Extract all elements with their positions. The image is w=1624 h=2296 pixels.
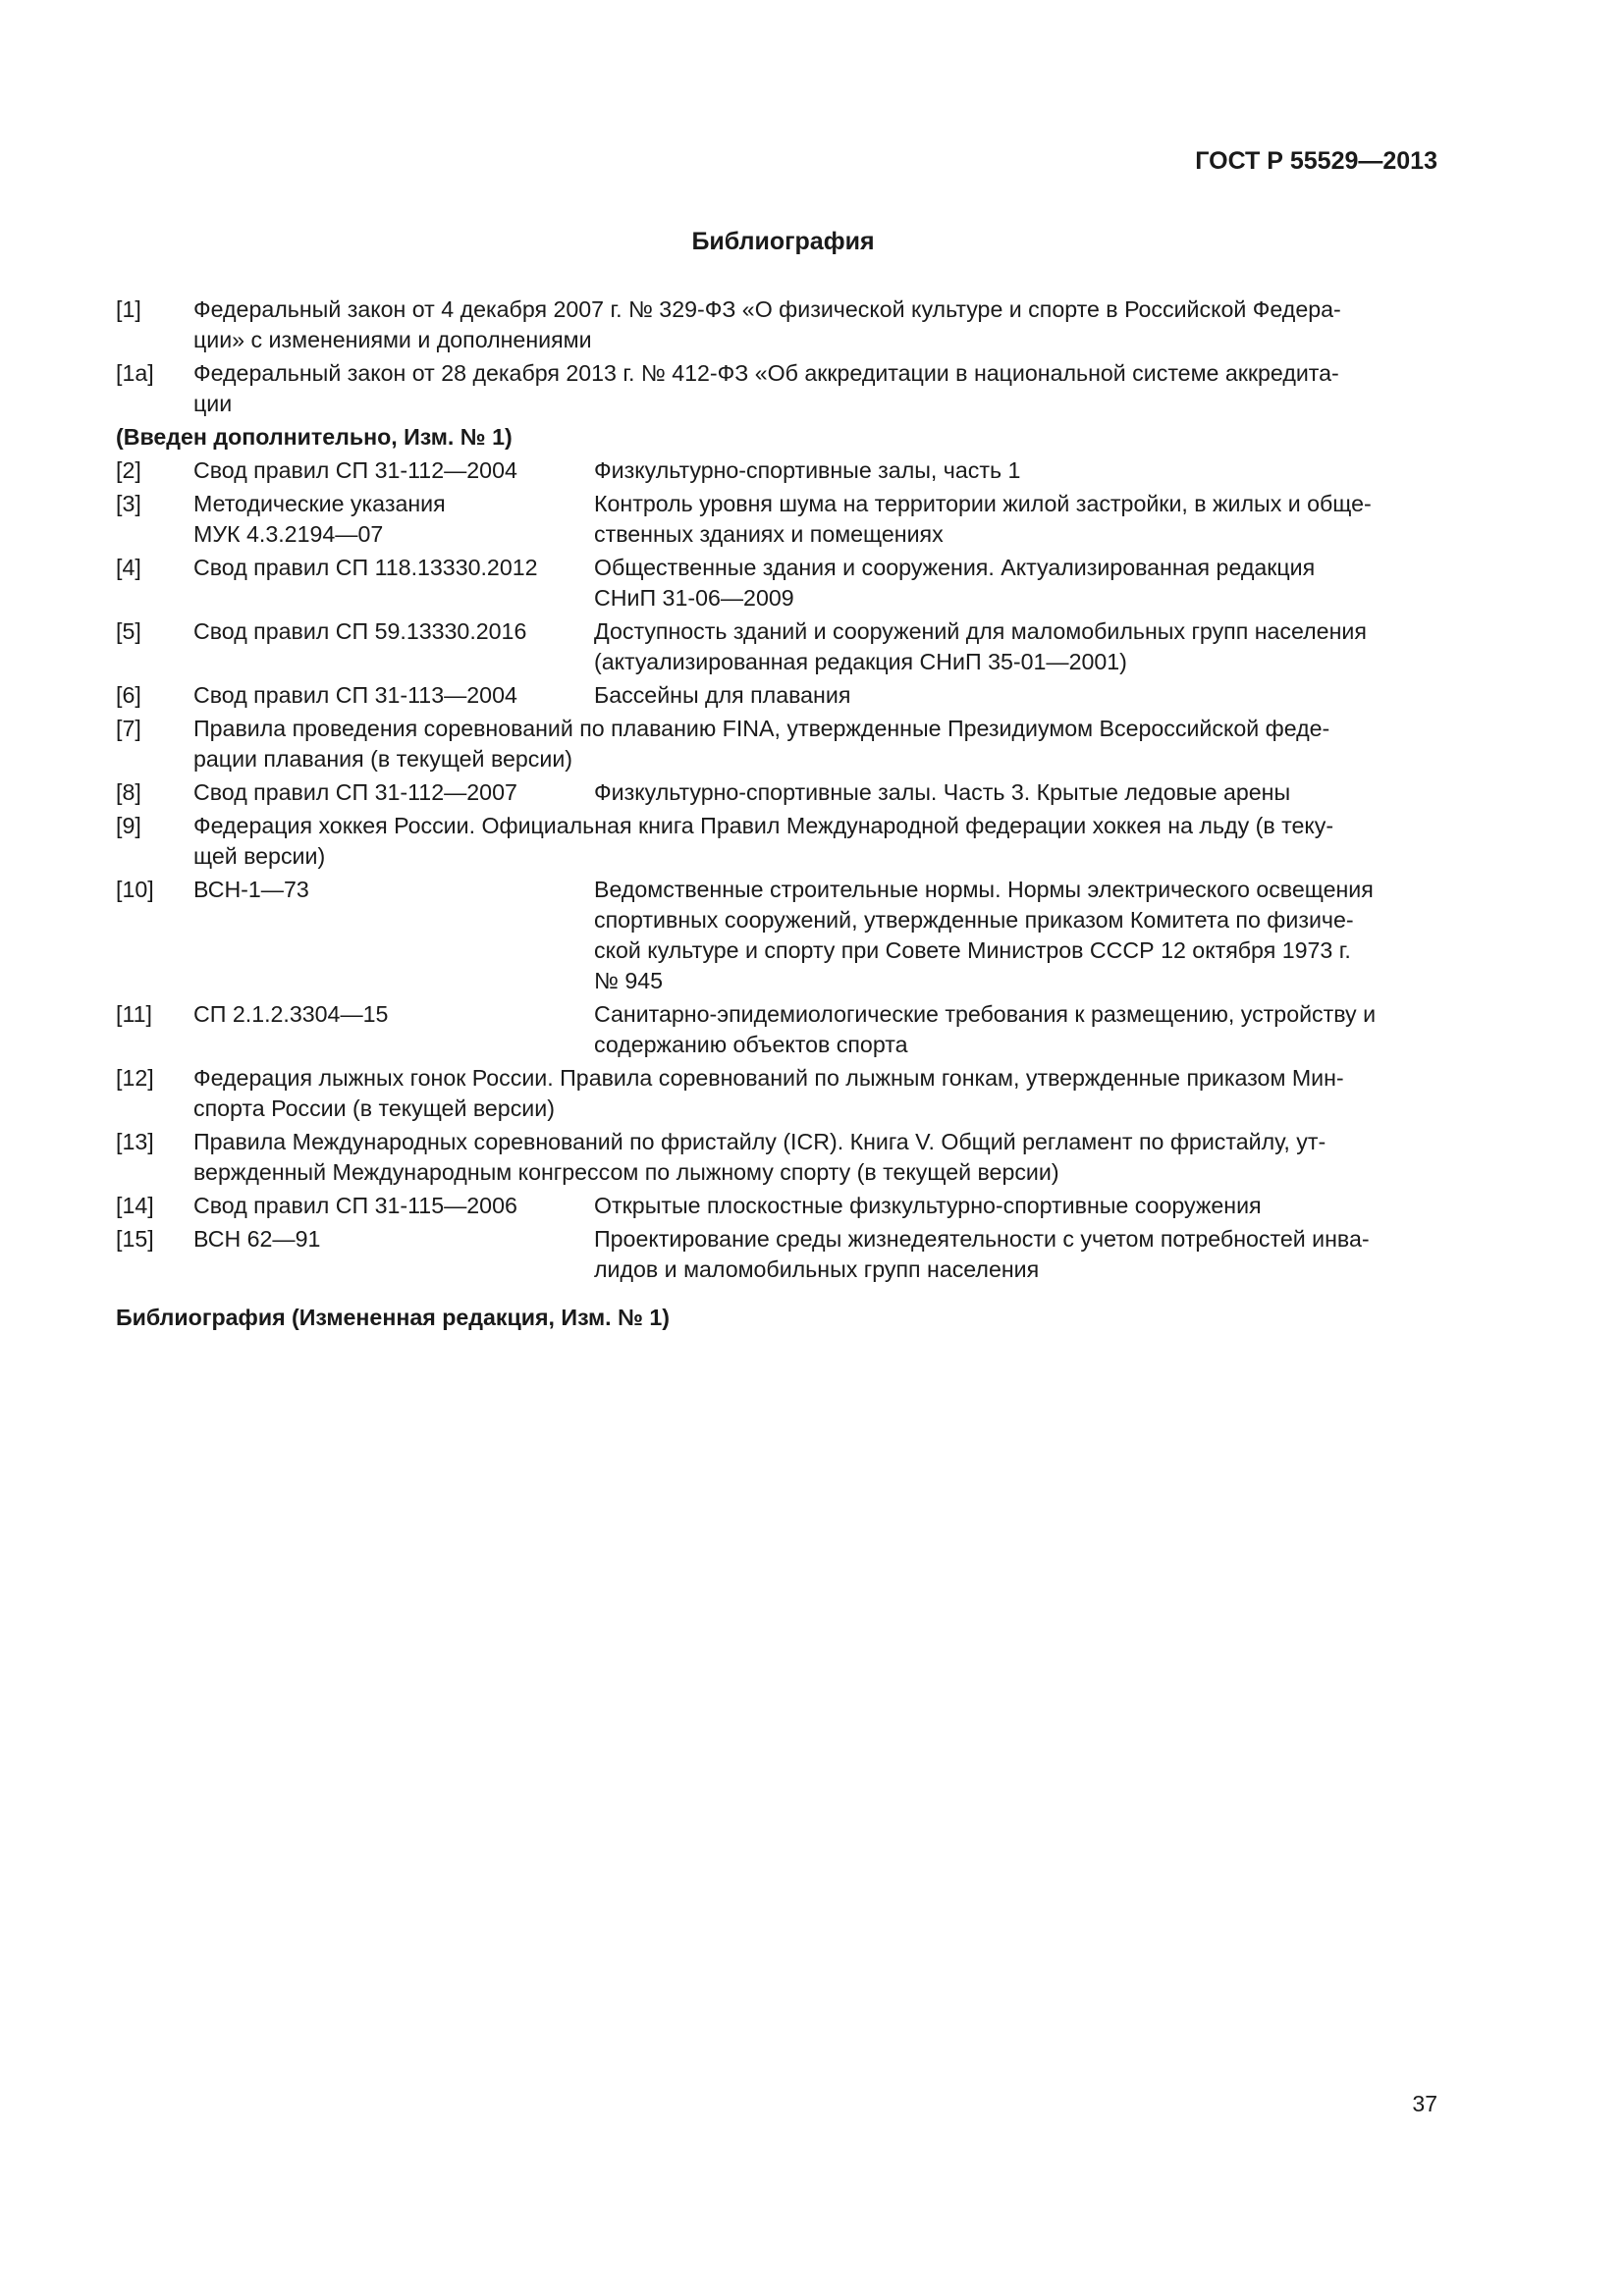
entry-line: ственных зданиях и помещениях [594,521,944,547]
entry-line: Контроль уровня шума на территории жилой застройки, в жилых и обще- [594,491,1372,516]
entry-description [594,1224,1437,1285]
page-number: 37 [1412,2091,1437,2116]
entry-line: Правила проведения соревнований по плаванию FINA, утвержденные Президиумом Всероссийской феде- [193,716,1330,741]
entry-number: [8] [116,779,141,805]
entry-line: № 945 [594,968,664,993]
entry-line: щей версии) [193,843,326,869]
entry-code-line: Свод правил СП 59.13330.2016 [193,618,527,644]
entry-line: Физкультурно-спортивные залы. Часть 3. Крытые ледовые арены [594,779,1291,805]
entry-code-line: ВСН-1—73 [193,877,309,902]
entry-number: [2] [116,457,141,483]
bibliography-entry [116,1127,1437,1188]
entry-description [594,875,1437,996]
entry-line: Доступность зданий и сооружений для маломобильных групп населения [594,618,1367,644]
entry-line: Открытые плоскостные физкультурно-спортивные сооружения [594,1193,1262,1218]
amendment-note-changed: Библиография (Измененная редакция, Изм. № 1) [116,1305,670,1330]
entry-code [193,999,594,1060]
entry-code-line: ВСН 62—91 [193,1226,321,1252]
entry-line: рации плавания (в текущей версии) [193,746,573,772]
entry-number: [13] [116,1129,154,1154]
bibliography-list [116,294,1437,1333]
entry-number: [4] [116,555,141,580]
entry-description [594,1191,1437,1221]
entry-text [193,1063,1437,1124]
entry-number: [6] [116,682,141,708]
entry-code-line: Свод правил СП 31-112—2007 [193,779,517,805]
entry-number: [12] [116,1065,154,1091]
entry-line: спортивных сооружений, утвержденные приказом Комитета по физиче- [594,907,1354,933]
entry-code [193,489,594,550]
bibliography-entry [116,489,1437,550]
bibliography-entry [116,811,1437,872]
entry-line: Федеральный закон от 28 декабря 2013 г. № 412-ФЗ «Об аккредитации в национальной системе аккредита- [193,360,1339,386]
entry-line: Проектирование среды жизнедеятельности с учетом потребностей инва- [594,1226,1370,1252]
entry-number: [1а] [116,360,154,386]
entry-number: [7] [116,716,141,741]
entry-line: СНиП 31-06—2009 [594,585,794,611]
entry-code-line: Свод правил СП 31-113—2004 [193,682,517,708]
bibliography-entry [116,714,1437,774]
entry-line: ции [193,391,233,416]
entry-code [193,553,594,614]
bibliography-entry [116,777,1437,808]
entry-code [193,777,594,808]
entry-line: Физкультурно-спортивные залы, часть 1 [594,457,1021,483]
page-title: Библиография [691,228,875,255]
entry-number: [11] [116,1001,152,1027]
entry-code [193,875,594,996]
entry-code-line: Методические указания [193,491,446,516]
entry-line: лидов и маломобильных групп населения [594,1256,1040,1282]
entry-line: Федерация лыжных гонок России. Правила соревнований по лыжным гонкам, утвержденные приказом Мин- [193,1065,1344,1091]
entry-line: Ведомственные строительные нормы. Нормы электрического освещения [594,877,1374,902]
entry-number: [9] [116,813,141,838]
entry-number: [1] [116,296,141,322]
entry-code [193,1191,594,1221]
entry-text [193,811,1437,872]
entry-number: [10] [116,877,154,902]
entry-text [193,358,1437,419]
entry-code-line: Свод правил СП 118.13330.2012 [193,555,538,580]
entry-line: Правила Международных соревнований по фристайлу (ICR). Книга V. Общий регламент по фристайлу, ут- [193,1129,1326,1154]
entry-description [594,999,1437,1060]
amendment-note: (Введен дополнительно, Изм. № 1) [116,424,513,450]
bibliography-entry [116,1191,1437,1221]
entry-line: Санитарно-эпидемиологические требования к размещению, устройству и [594,1001,1377,1027]
entry-description [594,680,1437,711]
entry-line: ции» с изменениями и дополнениями [193,327,592,352]
entry-code [193,616,594,677]
entry-line: Общественные здания и сооружения. Актуализированная редакция [594,555,1316,580]
entry-code [193,1224,594,1285]
entry-code-line: Свод правил СП 31-112—2004 [193,457,517,483]
bibliography-entry [116,999,1437,1060]
entry-line: вержденный Международным конгрессом по лыжному спорту (в текущей версии) [193,1159,1059,1185]
entry-text [193,1127,1437,1188]
bibliography-entry [116,1063,1437,1124]
entry-description [594,489,1437,550]
entry-line: Федерация хоккея России. Официальная книга Правил Международной федерации хоккея на льду (в теку- [193,813,1334,838]
entry-number: [5] [116,618,141,644]
document-code: ГОСТ Р 55529—2013 [1195,147,1437,175]
bibliography-entry [116,358,1437,419]
bibliography-entry [116,875,1437,996]
entry-code [193,680,594,711]
bibliography-entry [116,680,1437,711]
bibliography-entry [116,553,1437,614]
entry-description [594,777,1437,808]
entry-number: [15] [116,1226,154,1252]
entry-code-line: Свод правил СП 31-115—2006 [193,1193,517,1218]
entry-description [594,616,1437,677]
entry-line: ской культуре и спорту при Совете Министров СССР 12 октября 1973 г. [594,937,1351,963]
entry-code [193,455,594,486]
entry-description [594,553,1437,614]
entry-line: содержанию объектов спорта [594,1032,908,1057]
entry-number: [14] [116,1193,154,1218]
bibliography-entry [116,294,1437,355]
entry-line: Бассейны для плавания [594,682,851,708]
entry-text [193,294,1437,355]
entry-line: спорта России (в текущей версии) [193,1095,555,1121]
entry-number: [3] [116,491,141,516]
entry-line: (актуализированная редакция СНиП 35-01—2001) [594,649,1127,674]
entry-code-line: МУК 4.3.2194—07 [193,521,384,547]
entry-text [193,714,1437,774]
bibliography-entry [116,616,1437,677]
entry-line: Федеральный закон от 4 декабря 2007 г. № 329-ФЗ «О физической культуре и спорте в Российской Федера- [193,296,1341,322]
entry-description [594,455,1437,486]
bibliography-entry [116,1224,1437,1285]
bibliography-entry [116,455,1437,486]
entry-code-line: СП 2.1.2.3304—15 [193,1001,389,1027]
